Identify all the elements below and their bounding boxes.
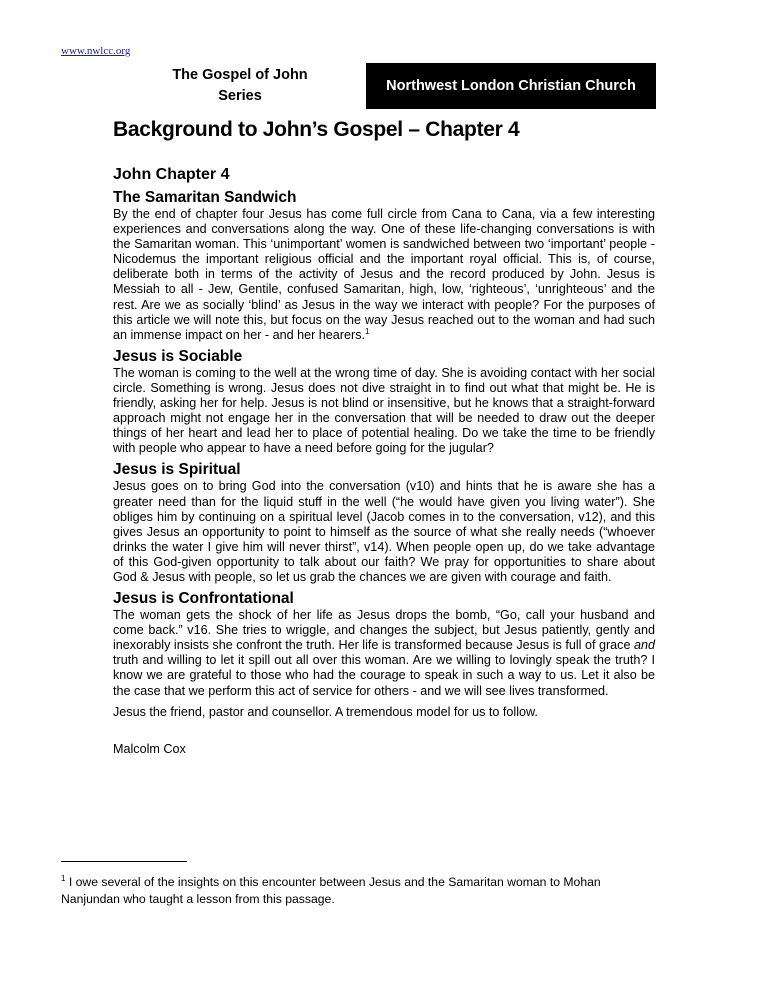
footnote [61, 874, 661, 908]
section-heading: Jesus is Confrontational [113, 590, 294, 608]
footnote-divider [61, 861, 187, 862]
section-heading: Jesus is Sociable [113, 347, 243, 365]
emphasis-text: and [633, 638, 655, 653]
series-title-line2: Series [218, 88, 262, 104]
section-jesus-is-confrontational [113, 590, 655, 699]
chapter-heading: John Chapter 4 [113, 166, 230, 183]
website-link[interactable]: www.nwlcc.org [61, 45, 131, 57]
section-heading: Jesus is Spiritual [113, 461, 241, 479]
church-name-banner [366, 63, 656, 109]
paragraph-text: By the end of chapter four Jesus has come full circle from Cana to Cana, via a few interesting experiences and conversations along the way. One of these life-changing conversations is with the Samaritan woman. This ‘unimportant’ women is sandwiched between two ‘important’ people - Nicodemus the important religious official and the important royal official. This is, of course, deliberate both in terms of the activity of Jesus and the record produced by John. Jesus is Messiah to all - Jew, Gentile, confused Samaritan, high, low, ‘righteous’, ‘unrighteous’ and the rest. Are we as socially ‘blind’ as Jesus in the way we interact with people? For the purposes of this article we will note this, but focus on the way Jesus reached out to the woman and had such an immense impact on her - and her hearers. [113, 207, 655, 342]
section-jesus-is-spiritual [113, 461, 655, 585]
author-name: Malcolm Cox [113, 741, 186, 756]
footnote-reference[interactable]: 1 [365, 326, 370, 336]
series-title [150, 65, 330, 107]
section-paragraph: The woman is coming to the well at the wrong time of day. She is avoiding contact with her social circle. Something is wrong. Jesus does not dive straight in to find out what that might be. He is friendly, asking her for help. Jesus is not blind or insensitive, but he knows that a straight-forward approach might not engage her in the conversation that will be needed to draw out the deeper things of her heart and lead her to place of potential healing. Do we take the time to be friendly with people who appear to have a need before going for the jugular? [113, 365, 655, 456]
closing-line: Jesus the friend, pastor and counsellor. A tremendous model for us to follow. [113, 704, 538, 719]
section-heading: The Samaritan Sandwich [113, 189, 297, 206]
section-paragraph: Jesus goes on to bring God into the conversation (v10) and hints that he is aware she has a greater need than for the liquid stuff in the well (“he would have given you living water”). She obliges him by continuing on a spiritual level (Jacob comes in to the conversation, v12), and this gives Jesus an opportunity to point to himself as the source of what she really needs (“whoever drinks the water I give him will never thirst”, v14). When people open up, do we take advantage of this God-given opportunity to talk about our faith? We pray for opportunities to share about God & Jesus with people, so let us grab the chances we are given with courage and faith. [113, 479, 655, 584]
paragraph-text: truth and willing to let it spill out all over this woman. Are we willing to lovingly speak the truth? I know we are grateful to those who had the courage to speak in such a way to us. Let it also be the case that we perform this act of service for others - and we will see lives transformed. [113, 653, 655, 698]
paragraph-text: The woman gets the shock of her life as Jesus drops the bomb, “Go, call your husband and come back.” v16. She tries to wriggle, and changes the subject, but Jesus patiently, gently and inexorably insists she confront the truth. Her life is transformed because Jesus is full of grace [113, 608, 655, 653]
footnote-mark: 1 [61, 873, 66, 883]
section-paragraph [113, 207, 655, 343]
section-jesus-is-sociable [113, 348, 655, 457]
section-paragraph [113, 608, 655, 699]
article-body [113, 165, 655, 756]
page-title: Background to John’s Gospel – Chapter 4 [113, 118, 520, 141]
footnote-text: I owe several of the insights on this encounter between Jesus and the Samaritan woman to Mohan Nanjundan who taught a lesson from this passage. [61, 875, 601, 906]
church-name: Northwest London Christian Church [386, 78, 636, 94]
section-samaritan-sandwich [113, 189, 655, 343]
series-title-line1: The Gospel of John [172, 67, 308, 83]
